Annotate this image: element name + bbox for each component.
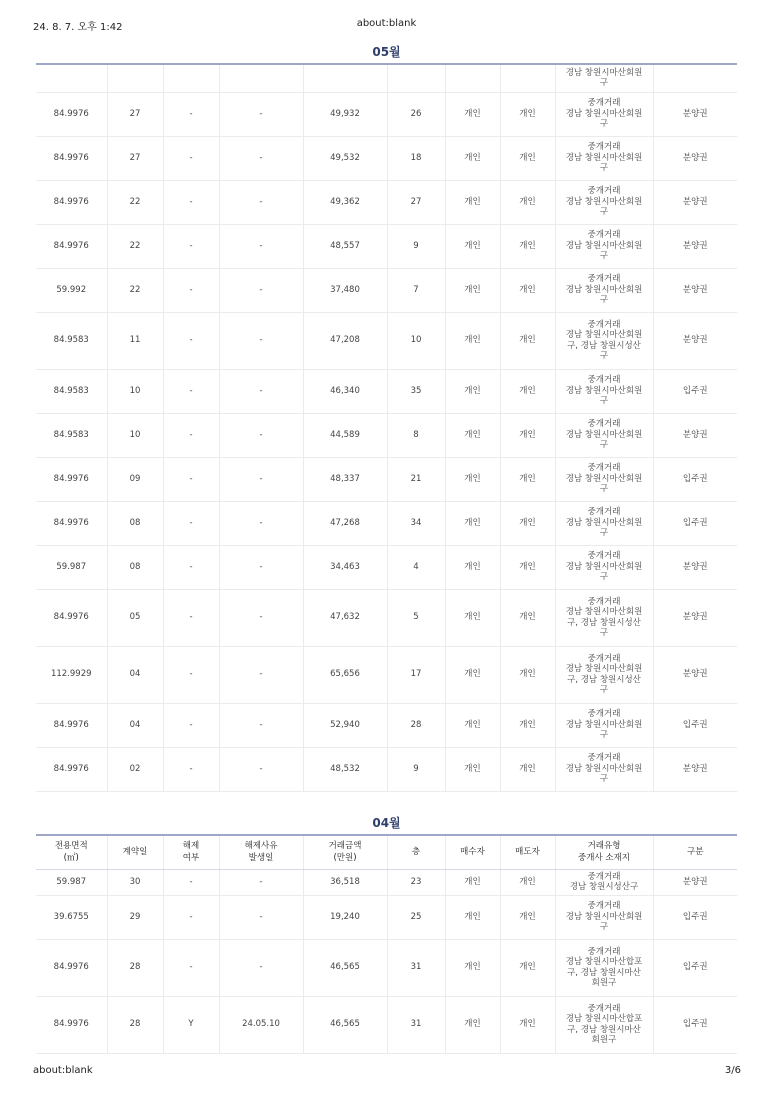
price-cell: 48,337 xyxy=(303,457,387,501)
cancel-cell: - xyxy=(163,413,219,457)
deal-type-cell xyxy=(555,180,653,224)
footer-url: about:blank xyxy=(33,1065,93,1076)
area-cell: 59.987 xyxy=(36,869,107,895)
header-area: 전용면적 (㎡) xyxy=(36,835,107,869)
contract-day-cell: 28 xyxy=(107,939,163,996)
table-row xyxy=(36,869,737,895)
buyer-cell: 개인 xyxy=(445,136,500,180)
deal-type-cell xyxy=(555,312,653,369)
price-cell: 46,340 xyxy=(303,369,387,413)
table-row xyxy=(36,545,737,589)
deal-type-cell xyxy=(555,589,653,646)
area-cell: 84.9976 xyxy=(36,703,107,747)
cancel-cell: - xyxy=(163,92,219,136)
cancel-date-cell: - xyxy=(219,180,303,224)
cancel-date-cell: - xyxy=(219,646,303,703)
category-cell: 분양권 xyxy=(653,312,737,369)
deal-type-cell xyxy=(555,413,653,457)
seller-cell: 개인 xyxy=(500,747,555,791)
cancel-date-cell: - xyxy=(219,895,303,939)
cancel-date-cell: - xyxy=(219,939,303,996)
footer-page-number: 3/6 xyxy=(724,1065,741,1076)
price-cell: 52,940 xyxy=(303,703,387,747)
price-cell: 34,463 xyxy=(303,545,387,589)
contract-day-cell: 28 xyxy=(107,996,163,1053)
price-cell: 46,565 xyxy=(303,939,387,996)
deal-type: 중개거래 xyxy=(587,653,621,664)
cancel-cell: - xyxy=(163,747,219,791)
cancel-date-cell: 24.05.10 xyxy=(219,996,303,1053)
agency-location: 구 xyxy=(599,207,609,218)
month-heading-04: 04월 xyxy=(372,816,401,830)
header-seller: 매도자 xyxy=(500,835,555,869)
agency-location: 경남 창원시마산회원 xyxy=(565,607,643,617)
category-cell: 입주권 xyxy=(653,457,737,501)
deal-type-cell xyxy=(555,457,653,501)
agency-location: 구 xyxy=(599,572,609,583)
buyer-cell: 개인 xyxy=(445,996,500,1053)
deal-type: 중개거래 xyxy=(587,946,621,957)
header-cancel: 해제 여부 xyxy=(163,835,219,869)
deal-type-cell xyxy=(555,369,653,413)
category-cell: 분양권 xyxy=(653,268,737,312)
price-cell: 47,632 xyxy=(303,589,387,646)
buyer-cell: 개인 xyxy=(445,413,500,457)
contract-day-cell: 04 xyxy=(107,703,163,747)
floor-cell: 27 xyxy=(387,180,445,224)
deal-type-cell xyxy=(555,268,653,312)
deal-type: 중개거래 xyxy=(587,753,621,764)
agency-location: 구 xyxy=(599,774,609,785)
table-row xyxy=(36,136,737,180)
cancel-cell: - xyxy=(163,180,219,224)
contract-day-cell: 27 xyxy=(107,92,163,136)
price-cell: 48,532 xyxy=(303,747,387,791)
area-cell: 84.9976 xyxy=(36,589,107,646)
contract-day-cell: 05 xyxy=(107,589,163,646)
seller-cell: 개인 xyxy=(500,136,555,180)
agency-location: 구, 경남 창원시성산 xyxy=(567,340,641,351)
agency-location: 경남 창원시마산회원 xyxy=(565,385,643,396)
floor-cell: 26 xyxy=(387,92,445,136)
contract-day-cell: 04 xyxy=(107,646,163,703)
deal-type-cell xyxy=(555,501,653,545)
area-cell: 84.9976 xyxy=(36,501,107,545)
header-deal-type: 거래유형 중개사 소재지 xyxy=(555,835,653,869)
cancel-cell: - xyxy=(163,939,219,996)
deal-type: 중개거래 xyxy=(587,419,621,430)
category-cell: 분양권 xyxy=(653,646,737,703)
floor-cell: 8 xyxy=(387,413,445,457)
buyer-cell: 개인 xyxy=(445,869,500,895)
transactions-table-may xyxy=(36,63,737,792)
buyer-cell: 개인 xyxy=(445,268,500,312)
area-cell: 84.9976 xyxy=(36,457,107,501)
table-row xyxy=(36,703,737,747)
deal-type: 중개거래 xyxy=(587,1003,621,1014)
cancel-cell: - xyxy=(163,545,219,589)
table-row xyxy=(36,996,737,1053)
agency-location: 구 xyxy=(599,685,609,695)
cancel-date-cell: - xyxy=(219,589,303,646)
agency-location: 경남 창원시마산회원 xyxy=(565,330,643,340)
floor-cell: 28 xyxy=(387,703,445,747)
agency-location: 구 xyxy=(599,528,609,539)
category-cell: 분양권 xyxy=(653,747,737,791)
deal-type: 중개거래 xyxy=(587,596,621,607)
header-price: 거래금액 (만원) xyxy=(303,835,387,869)
agency-location: 경남 창원시마산회원 xyxy=(565,664,643,674)
deal-type-cell xyxy=(555,136,653,180)
agency-location: 구 xyxy=(599,440,609,451)
agency-location: 경남 창원시마산회원 xyxy=(565,561,643,572)
price-cell: 65,656 xyxy=(303,646,387,703)
category-cell: 입주권 xyxy=(653,939,737,996)
price-cell: 37,480 xyxy=(303,268,387,312)
agency-location: 회원구 xyxy=(591,978,617,988)
seller-cell: 개인 xyxy=(500,869,555,895)
header-floor: 층 xyxy=(387,835,445,869)
buyer-cell: 개인 xyxy=(445,703,500,747)
agency-location: 구, 경남 창원시성산 xyxy=(567,674,641,685)
table-row xyxy=(36,589,737,646)
deal-type: 중개거래 xyxy=(587,375,621,386)
cancel-date-cell: - xyxy=(219,136,303,180)
price-cell: 49,932 xyxy=(303,92,387,136)
cancel-cell: - xyxy=(163,457,219,501)
header-contract-day: 계약일 xyxy=(107,835,163,869)
area-cell: 39.6755 xyxy=(36,895,107,939)
cancel-date-cell: - xyxy=(219,413,303,457)
agency-location: 구 xyxy=(599,119,609,130)
category-cell: 분양권 xyxy=(653,136,737,180)
cancel-cell: - xyxy=(163,369,219,413)
cancel-date-cell: - xyxy=(219,457,303,501)
seller-cell: 개인 xyxy=(500,312,555,369)
deal-type-cell xyxy=(555,895,653,939)
agency-location: 구 xyxy=(599,163,609,174)
floor-cell: 21 xyxy=(387,457,445,501)
cancel-date-cell: - xyxy=(219,545,303,589)
deal-type: 중개거래 xyxy=(587,319,621,330)
contract-day-cell: 10 xyxy=(107,369,163,413)
agency-location: 구 xyxy=(599,484,609,495)
floor-cell: 23 xyxy=(387,869,445,895)
agency-location: 경남 창원시마산회원 xyxy=(565,429,643,440)
agency-location: 경남 창원시마산회원 xyxy=(565,473,643,484)
cancel-date-cell: - xyxy=(219,747,303,791)
seller-cell: 개인 xyxy=(500,268,555,312)
seller-cell: 개인 xyxy=(500,92,555,136)
agency-location: 구 xyxy=(599,251,609,262)
cancel-date-cell: - xyxy=(219,501,303,545)
cancel-cell: - xyxy=(163,268,219,312)
buyer-cell: 개인 xyxy=(445,589,500,646)
seller-cell: 개인 xyxy=(500,457,555,501)
floor-cell: 4 xyxy=(387,545,445,589)
area-cell: 84.9976 xyxy=(36,939,107,996)
agency-location: 회원구 xyxy=(591,1035,617,1045)
print-datetime: 24. 8. 7. 오후 1:42 xyxy=(33,22,123,33)
price-cell: 49,532 xyxy=(303,136,387,180)
contract-day-cell: 30 xyxy=(107,869,163,895)
table-row xyxy=(36,646,737,703)
buyer-cell: 개인 xyxy=(445,92,500,136)
cancel-cell: - xyxy=(163,312,219,369)
seller-cell: 개인 xyxy=(500,180,555,224)
table-row xyxy=(36,895,737,939)
agency-location: 경남 창원시마산합포 xyxy=(565,1014,643,1024)
seller-cell: 개인 xyxy=(500,224,555,268)
seller-cell: 개인 xyxy=(500,589,555,646)
category-cell: 입주권 xyxy=(653,895,737,939)
agency-location: 구 xyxy=(599,351,609,361)
price-cell: 49,362 xyxy=(303,180,387,224)
table-row xyxy=(36,369,737,413)
table-row xyxy=(36,312,737,369)
area-cell: 84.9976 xyxy=(36,747,107,791)
agency-location: 경남 창원시마산회원 xyxy=(565,240,643,251)
table-header-row xyxy=(36,835,737,869)
table-row-partial xyxy=(36,64,737,92)
seller-cell: 개인 xyxy=(500,996,555,1053)
seller-cell: 개인 xyxy=(500,703,555,747)
deal-type-cell xyxy=(555,92,653,136)
agency-location: 경남 창원시마산회원 구 xyxy=(555,64,653,92)
deal-type-cell xyxy=(555,869,653,895)
deal-type-cell xyxy=(555,545,653,589)
header-category: 구분 xyxy=(653,835,737,869)
floor-cell: 7 xyxy=(387,268,445,312)
agency-location: 구 xyxy=(599,730,609,741)
buyer-cell: 개인 xyxy=(445,895,500,939)
agency-location: 구 xyxy=(599,295,609,306)
transactions-table-april xyxy=(36,834,737,1054)
floor-cell: 34 xyxy=(387,501,445,545)
agency-location: 구, 경남 창원시마산 xyxy=(567,967,641,978)
area-cell: 84.9976 xyxy=(36,996,107,1053)
price-cell: 19,240 xyxy=(303,895,387,939)
agency-location: 구 xyxy=(599,396,609,407)
agency-location: 구 xyxy=(599,628,609,638)
cancel-cell: - xyxy=(163,895,219,939)
area-cell: 84.9976 xyxy=(36,92,107,136)
area-cell: 84.9976 xyxy=(36,224,107,268)
seller-cell: 개인 xyxy=(500,545,555,589)
table-row xyxy=(36,180,737,224)
print-page-title: about:blank xyxy=(356,18,417,29)
deal-type: 중개거래 xyxy=(587,463,621,474)
buyer-cell: 개인 xyxy=(445,224,500,268)
deal-type: 중개거래 xyxy=(587,901,621,912)
contract-day-cell: 11 xyxy=(107,312,163,369)
area-cell: 59.992 xyxy=(36,268,107,312)
cancel-date-cell: - xyxy=(219,703,303,747)
cancel-date-cell: - xyxy=(219,312,303,369)
area-cell: 84.9976 xyxy=(36,136,107,180)
category-cell: 분양권 xyxy=(653,224,737,268)
table-row xyxy=(36,268,737,312)
agency-location: 경남 창원시마산회원 xyxy=(565,108,643,119)
header-cancel-date: 해제사유 발생일 xyxy=(219,835,303,869)
agency-location: 경남 창원시마산회원 xyxy=(565,284,643,295)
cancel-date-cell: - xyxy=(219,268,303,312)
area-cell: 59.987 xyxy=(36,545,107,589)
category-cell: 입주권 xyxy=(653,996,737,1053)
category-cell: 입주권 xyxy=(653,501,737,545)
category-cell: 분양권 xyxy=(653,589,737,646)
contract-day-cell: 09 xyxy=(107,457,163,501)
category-cell: 분양권 xyxy=(653,180,737,224)
floor-cell: 9 xyxy=(387,747,445,791)
table-row xyxy=(36,92,737,136)
buyer-cell: 개인 xyxy=(445,369,500,413)
area-cell: 84.9583 xyxy=(36,312,107,369)
contract-day-cell: 02 xyxy=(107,747,163,791)
seller-cell: 개인 xyxy=(500,939,555,996)
price-cell: 46,565 xyxy=(303,996,387,1053)
deal-type-cell xyxy=(555,939,653,996)
table-row xyxy=(36,457,737,501)
price-cell: 36,518 xyxy=(303,869,387,895)
floor-cell: 17 xyxy=(387,646,445,703)
buyer-cell: 개인 xyxy=(445,646,500,703)
cancel-cell: - xyxy=(163,589,219,646)
buyer-cell: 개인 xyxy=(445,180,500,224)
deal-type-cell xyxy=(555,996,653,1053)
table-row xyxy=(36,939,737,996)
deal-type-cell xyxy=(555,703,653,747)
contract-day-cell: 22 xyxy=(107,180,163,224)
table-row xyxy=(36,501,737,545)
agency-location: 구 xyxy=(599,922,609,933)
price-cell: 47,268 xyxy=(303,501,387,545)
cancel-date-cell: - xyxy=(219,869,303,895)
contract-day-cell: 08 xyxy=(107,545,163,589)
cancel-cell: - xyxy=(163,869,219,895)
buyer-cell: 개인 xyxy=(445,545,500,589)
contract-day-cell: 29 xyxy=(107,895,163,939)
buyer-cell: 개인 xyxy=(445,501,500,545)
cancel-cell: - xyxy=(163,501,219,545)
seller-cell: 개인 xyxy=(500,646,555,703)
agency-location: 구, 경남 창원시성산 xyxy=(567,617,641,628)
area-cell: 84.9976 xyxy=(36,180,107,224)
seller-cell: 개인 xyxy=(500,413,555,457)
deal-type: 중개거래 xyxy=(587,98,621,109)
cancel-date-cell: - xyxy=(219,369,303,413)
floor-cell: 31 xyxy=(387,996,445,1053)
table-row xyxy=(36,224,737,268)
cancel-cell: - xyxy=(163,646,219,703)
deal-type: 중개거래 xyxy=(587,551,621,562)
agency-location: 경남 창원시마산회원 xyxy=(565,763,643,774)
floor-cell: 35 xyxy=(387,369,445,413)
floor-cell: 9 xyxy=(387,224,445,268)
category-cell: 입주권 xyxy=(653,703,737,747)
agency-location: 경남 창원시마산회원 xyxy=(565,719,643,730)
cancel-date-cell: - xyxy=(219,92,303,136)
deal-type: 중개거래 xyxy=(587,709,621,720)
buyer-cell: 개인 xyxy=(445,457,500,501)
deal-type: 중개거래 xyxy=(587,871,621,882)
contract-day-cell: 22 xyxy=(107,268,163,312)
contract-day-cell: 10 xyxy=(107,413,163,457)
deal-type-cell xyxy=(555,747,653,791)
floor-cell: 31 xyxy=(387,939,445,996)
table-row xyxy=(36,413,737,457)
category-cell: 분양권 xyxy=(653,545,737,589)
category-cell: 분양권 xyxy=(653,92,737,136)
cancel-cell: - xyxy=(163,703,219,747)
contract-day-cell: 27 xyxy=(107,136,163,180)
contract-day-cell: 08 xyxy=(107,501,163,545)
deal-type: 중개거래 xyxy=(587,230,621,241)
price-cell: 44,589 xyxy=(303,413,387,457)
category-cell: 분양권 xyxy=(653,413,737,457)
area-cell: 84.9583 xyxy=(36,413,107,457)
deal-type: 중개거래 xyxy=(587,142,621,153)
cancel-date-cell: - xyxy=(219,224,303,268)
buyer-cell: 개인 xyxy=(445,747,500,791)
floor-cell: 5 xyxy=(387,589,445,646)
deal-type-cell xyxy=(555,224,653,268)
agency-location: 경남 창원시마산합포 xyxy=(565,957,643,967)
area-cell: 112.9929 xyxy=(36,646,107,703)
area-cell: 84.9583 xyxy=(36,369,107,413)
cancel-cell: - xyxy=(163,136,219,180)
agency-location: 구, 경남 창원시마산 xyxy=(567,1024,641,1035)
month-heading-05: 05월 xyxy=(372,45,401,59)
deal-type: 중개거래 xyxy=(587,274,621,285)
category-cell: 입주권 xyxy=(653,369,737,413)
floor-cell: 10 xyxy=(387,312,445,369)
category-cell: 분양권 xyxy=(653,869,737,895)
buyer-cell: 개인 xyxy=(445,939,500,996)
deal-type-cell xyxy=(555,646,653,703)
seller-cell: 개인 xyxy=(500,501,555,545)
agency-location: 경남 창원시마산회원 xyxy=(565,152,643,163)
price-cell: 47,208 xyxy=(303,312,387,369)
cancel-cell: Y xyxy=(163,996,219,1053)
agency-location: 경남 창원시마산회원 xyxy=(565,911,643,922)
header-buyer: 매수자 xyxy=(445,835,500,869)
price-cell: 48,557 xyxy=(303,224,387,268)
deal-type: 중개거래 xyxy=(587,507,621,518)
buyer-cell: 개인 xyxy=(445,312,500,369)
seller-cell: 개인 xyxy=(500,369,555,413)
table-row xyxy=(36,747,737,791)
agency-location: 경남 창원시마산회원 xyxy=(565,517,643,528)
seller-cell: 개인 xyxy=(500,895,555,939)
floor-cell: 25 xyxy=(387,895,445,939)
agency-location: 경남 창원시성산구 xyxy=(569,882,639,892)
agency-location: 경남 창원시마산회원 xyxy=(565,196,643,207)
floor-cell: 18 xyxy=(387,136,445,180)
deal-type: 중개거래 xyxy=(587,186,621,197)
contract-day-cell: 22 xyxy=(107,224,163,268)
cancel-cell: - xyxy=(163,224,219,268)
